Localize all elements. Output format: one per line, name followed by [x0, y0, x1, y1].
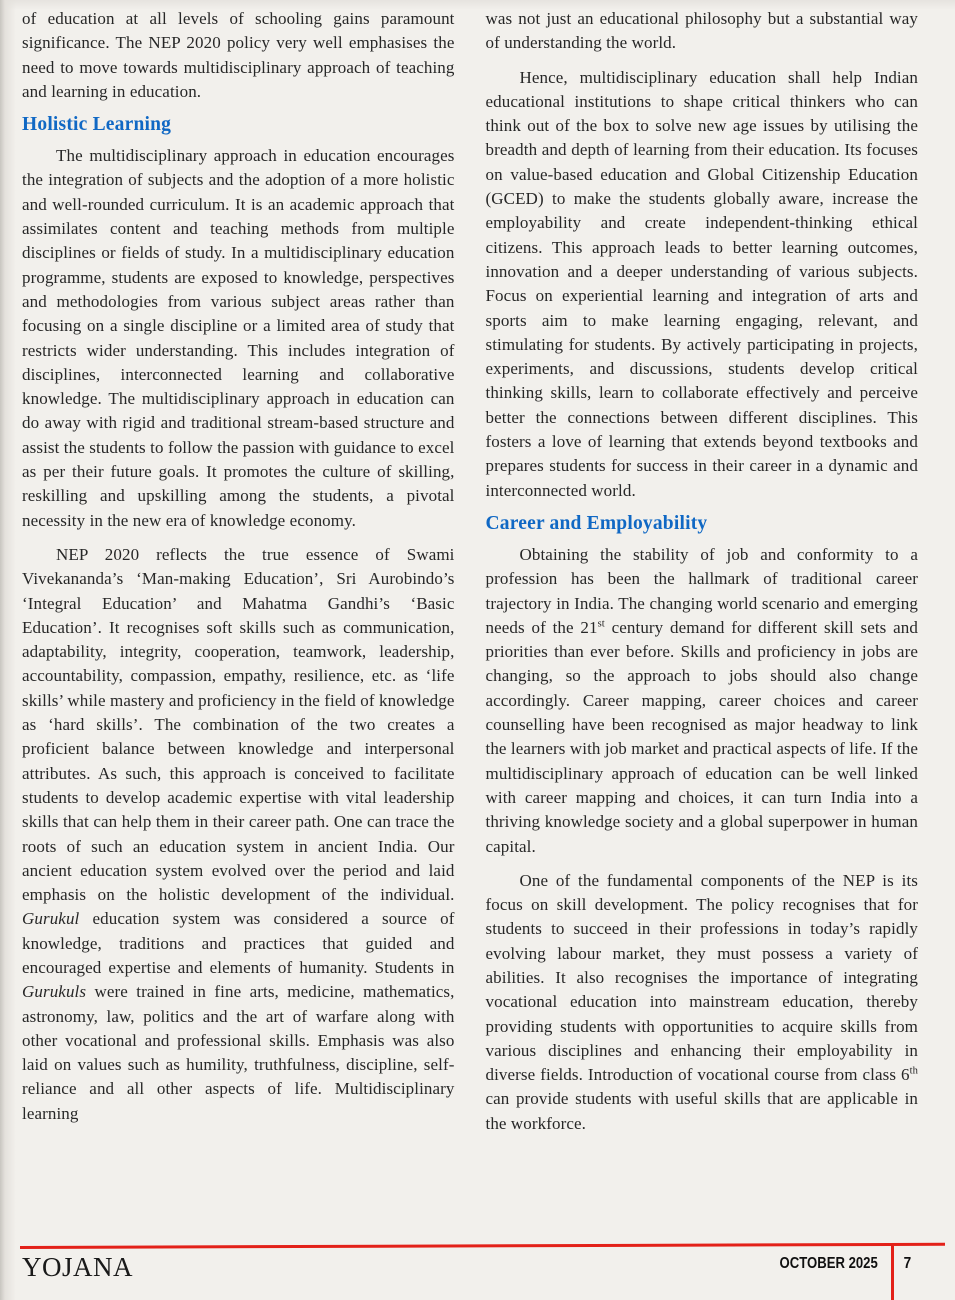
column-right: [486, 7, 919, 1146]
article-body: [22, 7, 918, 1146]
paragraph: was not just an educational philosophy but a substantial way of understanding the world.: [485, 9, 918, 53]
paragraph: The multidisciplinary approach in education encourages the integration of subjects and the adoption of a more holistic and well-rounded curriculum. It is an academic approach that assimilates content and teaching methods from multiple disciplines or fields of study. In a multidisciplinary education programme, students are exposed to knowledge, perspectives and methodologies from various subject areas rather than focusing on a single discipline or a limited area of study that restricts wider understanding. This includes integration of disciplines, interconnected learning and collaborative knowledge. The multidisciplinary approach in education can do away with rigid and traditional stream-based structure and assist the students to follow the passion with guidance to excel as per their future goals. It promotes the culture of skilling, reskilling and upskilling among the students, a pivotal necessity in the new era of knowledge economy.: [22, 146, 455, 530]
footer-rule: [20, 1243, 945, 1249]
section-heading: Career and Employability: [485, 512, 708, 534]
paragraph: of education at all levels of schooling gains paramount significance. The NEP 2020 policy very well emphasises the need to move towards multidisciplinary approach of teaching and learning in education.: [22, 9, 455, 101]
paragraph: NEP 2020 reflects the true essence of Swami Vivekananda’s ‘Man-making Education’, Sri Aurobindo’s ‘Integral Education’ and Mahatma Gandhi’s ‘Basic Education’. It recognises soft skills such as communication, adaptability, integrity, cooperation, teamwork, leadership, accountability, compassion, empathy, resilience, etc. as ‘life skills’ while mastery and proficiency in the field of knowledge as ‘hard skills’. The combination of the two creates a proficient balance between knowledge and interpersonal attributes. As such, this approach is conceived to facilitate students to develop academic expertise with vital leadership skills that can help them in their career path. One can trace the roots of such an education system in ancient India. Our ancient education system evolved over the period and laid emphasis on the holistic development of the individual. Gurukul education system was considered a source of knowledge, traditions and practices that guided and encouraged expertise and elements of humanity. Students in Gurukuls were trained in fine arts, medicine, mathematics, astronomy, law, politics and the art of warfare along with other vocational and professional skills. Emphasis was also laid on values such as humility, truthfulness, discipline, self-reliance and all other aspects of life. Multidisciplinary learning: [22, 544, 455, 1123]
column-left: [22, 7, 455, 1146]
paragraph: One of the fundamental components of the NEP is its focus on skill development. The policy recognises that for students to succeed in their professions in today’s rapidly evolving labour market, they must possess a variety of abilities. It also recognises the importance of integrating vocational education into mainstream education, thereby providing students with opportunities to acquire skills from various disciplines and enhancing their employability in diverse fields. Introduction of vocational course from class 6th can provide students with useful skills that are applicable in the workforce.: [485, 870, 918, 1133]
magazine-title: YOJANA: [22, 1252, 133, 1282]
footer-vertical-rule: [891, 1246, 894, 1300]
paragraph: Obtaining the stability of job and conformity to a profession has been the hallmark of traditional career trajectory in India. The changing world scenario and emerging needs of the 21st century demand for different skill sets and priorities than ever before. Skills and proficiency in jobs are changing, so the approach to jobs should also change accordingly. Career mapping, career choices and career counselling have been recognised as major headway to link the learners with job market and practical aspects of life. If the multidisciplinary approach of education can be well linked with career mapping and choices, it can turn India into a thriving knowledge society and a global superpower in human capital.: [485, 544, 918, 856]
paragraph: Hence, multidisciplinary education shall help Indian educational institutions to shape critical thinkers who can think out of the box to solve new age issues by utilising the breadth and depth of learning from their education. Its focuses on value-based education and Global Citizenship Education (GCED) to make the students globally aware, increase the employability and create independent-thinking ethical citizens. This approach leads to better learning outcomes, innovation and a deeper understanding of various subjects. Focus on experiential learning and integration of arts and sports aim to make learning engaging, relevant, and stimulating for students. By actively participating in projects, experiments, and discussions, students develop critical thinking skills, learn to collaborate effectively and perceive better the connections between different disciplines. This fosters a love of learning that extends beyond textbooks and prepares students for success in their career in a dynamic and interconnected world.: [485, 67, 918, 500]
section-heading: Holistic Learning: [22, 114, 172, 136]
issue-date: OCTOBER 2025: [779, 1255, 878, 1272]
page-number: 7: [903, 1255, 912, 1272]
